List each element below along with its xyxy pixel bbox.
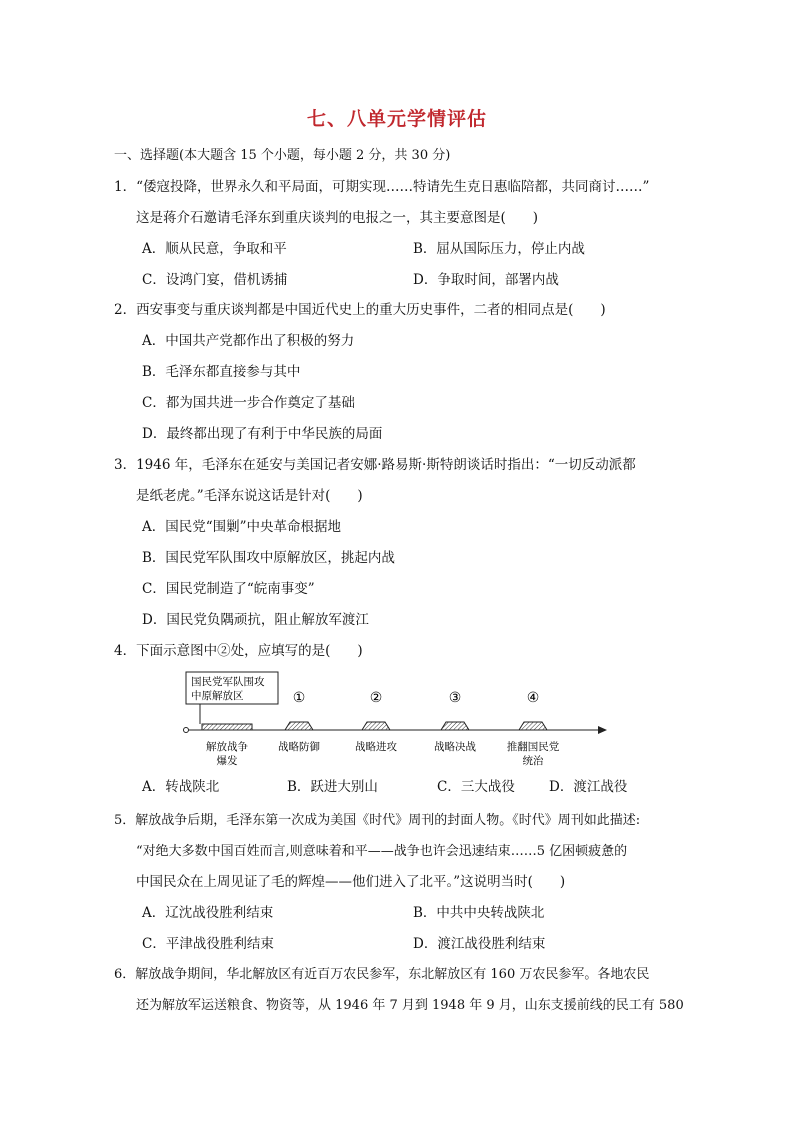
marker-1: ① — [292, 690, 306, 706]
marker-3: ③ — [448, 690, 462, 706]
page-title: 七、八单元学情评估 — [306, 108, 487, 130]
option-b: B．国民党军队围攻中原解放区，挑起内战 — [142, 550, 395, 566]
timeline-label: 战略进攻 — [355, 741, 397, 753]
option-c: C．都为国共进一步合作奠定了基础 — [142, 395, 355, 411]
option-row — [114, 772, 684, 803]
timeline-diagram — [180, 672, 610, 772]
question-4 — [114, 636, 684, 667]
timeline-svg — [180, 672, 610, 772]
section-heading: 一、选择题(本大题含 15 个小题，每小题 2 分，共 30 分) — [114, 148, 451, 163]
option-d: D．最终都出现了有利于中华民族的局面 — [142, 426, 383, 442]
question-stem: 还为解放军运送粮食、物资等，从 1946 年 7 月到 1948 年 9 月，山东支援前线的民工有 580 — [136, 998, 684, 1013]
option-d: D．渡江战役胜利结束 — [413, 936, 546, 952]
option-d: D．国民党负隅顽抗，阻止解放军渡江 — [142, 612, 369, 628]
timeline-node — [202, 724, 252, 730]
option-c: C．设鸿门宴，借机诱捕 — [142, 272, 288, 288]
timeline-label: 战略防御 — [278, 741, 320, 753]
timeline-label: 统治 — [522, 755, 544, 767]
option-d: D．争取时间，部署内战 — [413, 272, 559, 288]
question-3 — [114, 450, 684, 636]
timeline-label: 推翻国民党 — [506, 741, 560, 753]
option-row — [114, 234, 684, 265]
timeline-node — [519, 722, 547, 730]
option-c: C．国民党制造了“皖南事变” — [142, 581, 315, 597]
question-stem: 中国民众在上周见证了毛的辉煌——他们进入了北平。”这说明当时( ) — [136, 874, 566, 890]
option-a: A．国民党“围剿”中央革命根据地 — [142, 519, 342, 535]
option-b: B．毛泽东都直接参与其中 — [142, 364, 301, 380]
callout-label: 中原解放区 — [191, 690, 244, 702]
timeline-node — [441, 722, 469, 730]
option-row — [114, 265, 684, 296]
marker-4: ④ — [526, 690, 540, 706]
question-stem: 4．下面示意图中②处，应填写的是( ) — [114, 643, 363, 659]
question-stem: 3．1946 年，毛泽东在延安与美国记者安娜·路易斯·斯特朗谈话时指出：“一切反动派都 — [114, 457, 636, 473]
question-stem: “对绝大多数中国百姓而言,则意味着和平——战争也许会迅速结束……5 亿困顿疲惫的 — [136, 844, 628, 859]
question-1 — [114, 172, 684, 296]
timeline-node — [362, 722, 390, 730]
question-stem: 1．“倭寇投降，世界永久和平局面，可期实现……特请先生克日惠临陪都，共同商讨……” — [114, 179, 650, 195]
option-d: D．渡江战役 — [549, 779, 628, 795]
timeline-start-dot — [184, 728, 189, 733]
timeline-node — [285, 722, 313, 730]
option-c: C．三大战役 — [437, 779, 515, 795]
option-a: A．中国共产党都作出了积极的努力 — [142, 333, 355, 349]
question-5 — [114, 805, 684, 960]
question-stem: 5．解放战争后期，毛泽东第一次成为美国《时代》周刊的封面人物。《时代》周刊如此描述: — [114, 813, 641, 828]
question-stem: 2．西安事变与重庆谈判都是中国近代史上的重大历史事件，二者的相同点是( ) — [114, 302, 606, 318]
option-c: C．平津战役胜利结束 — [142, 936, 274, 952]
option-b: B．跃进大别山 — [287, 779, 378, 795]
option-row — [114, 898, 684, 929]
marker-2: ② — [369, 690, 383, 706]
question-stem: 是纸老虎。”毛泽东说这话是针对( ) — [136, 488, 363, 504]
question-2 — [114, 295, 684, 450]
option-a: A．顺从民意，争取和平 — [142, 241, 287, 257]
callout-label: 国民党军队围攻 — [191, 676, 265, 688]
option-a: A．转战陕北 — [142, 779, 220, 795]
question-6 — [114, 959, 684, 1021]
question-stem: 6．解放战争期间，华北解放区有近百万农民参军，东北解放区有 160 万农民参军。各地农民 — [114, 967, 650, 982]
timeline-arrow — [598, 726, 607, 734]
question-stem: 这是蒋介石邀请毛泽东到重庆谈判的电报之一，其主要意图是( ) — [136, 210, 539, 226]
option-b: B．屈从国际压力，停止内战 — [413, 241, 585, 257]
option-b: B．中共中央转战陕北 — [413, 905, 545, 921]
question-4-options — [114, 772, 684, 803]
option-a: A．辽沈战役胜利结束 — [142, 905, 274, 921]
timeline-label: 解放战争 — [206, 741, 248, 753]
timeline-label: 战略决战 — [434, 741, 476, 753]
option-row — [114, 929, 684, 960]
timeline-label: 爆发 — [216, 755, 238, 767]
